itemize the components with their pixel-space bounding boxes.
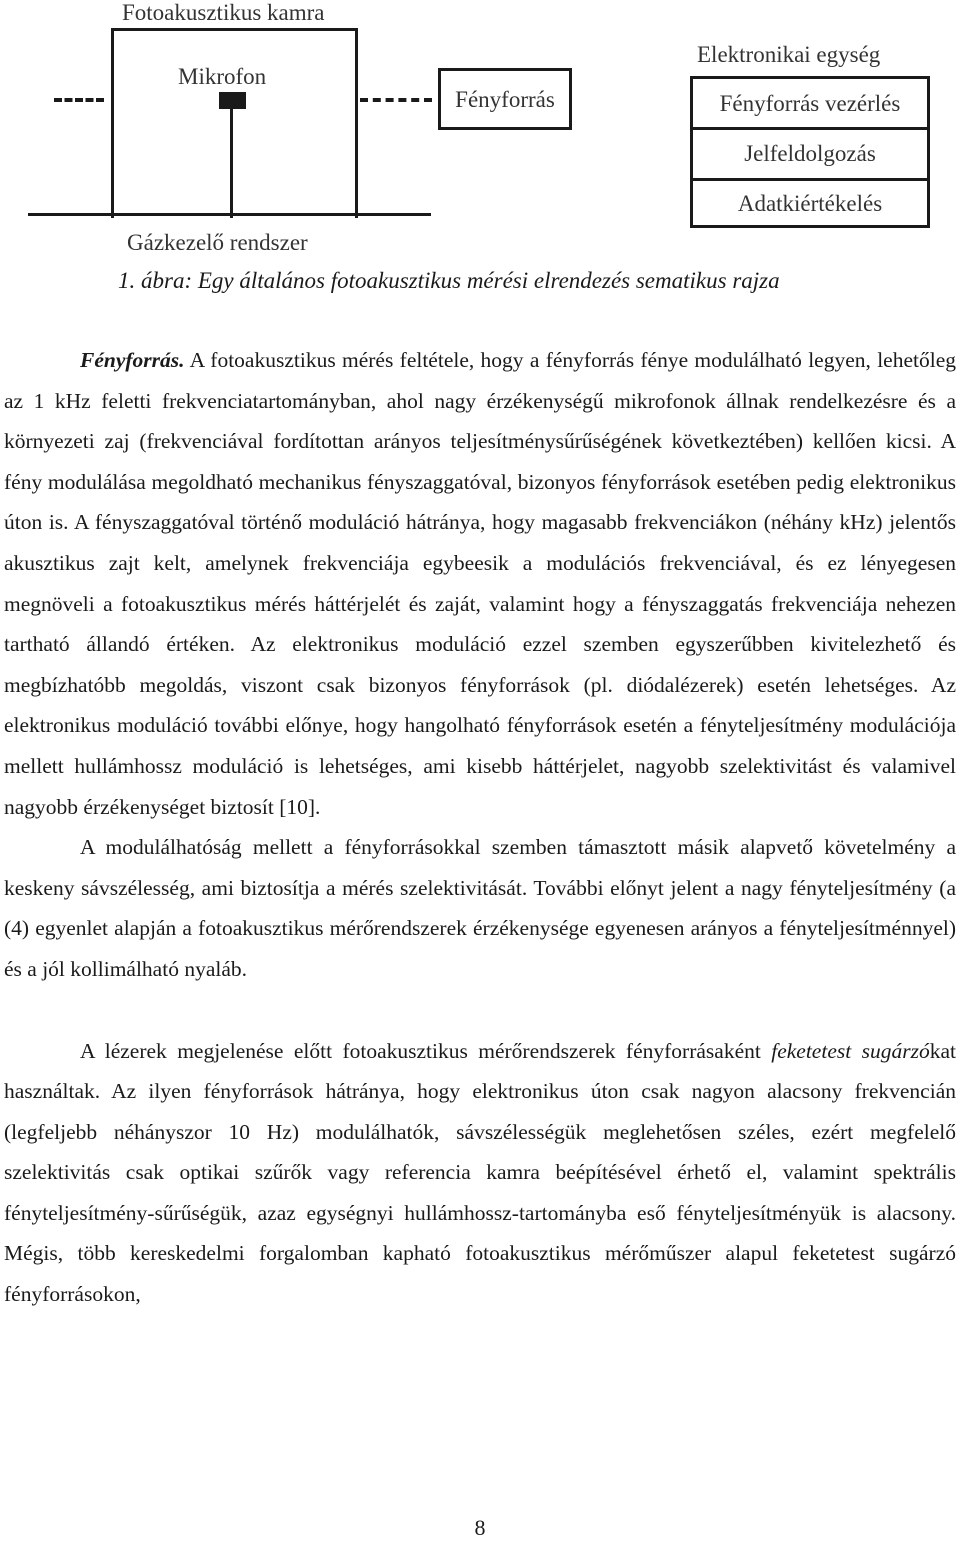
- electronics-divider: [693, 178, 927, 181]
- microphone-stem: [230, 108, 233, 218]
- light-source-box: [438, 68, 572, 130]
- light-source-label: Fényforrás: [455, 87, 555, 112]
- emphasized-term: feketetest sugárzó: [771, 1038, 930, 1063]
- gas-system-label: Gázkezelő rendszer: [127, 230, 308, 255]
- paragraph-text: A lézerek megjelenése előtt fotoakusztikus mérőrendszerek fényforrásaként: [80, 1038, 772, 1063]
- photoacoustic-chamber-box: [111, 28, 358, 218]
- page-number: 8: [474, 1515, 486, 1540]
- paragraph-requirements: [4, 827, 956, 989]
- paragraph-text: kat használtak. Az ilyen fényforrások hátránya, hogy elektronikus úton csak nagyon alacsony frekvencián (legfeljebb néhányszor 10 Hz) modulálhatók, sávszélességük meglehetősen széles, ezért megfelelő szelektivitás csak optikai szűrők vagy referencia kamra beépítésével érhető el, valamint spektrális fényteljesítmény-sűrűségük, azaz egységnyi hullámhossz-tartományba eső fényteljesítményük is alacsony. Mégis, több kereskedelmi forgalomban kapható fotoakusztikus mérőműszer alapul feketetest sugárzó fényforrásokon,: [4, 1038, 956, 1307]
- camera-label: Fotoakusztikus kamra: [122, 0, 325, 25]
- microphone-label: Mikrofon: [178, 64, 267, 89]
- electronics-row-light-control: Fényforrás vezérlés: [719, 91, 901, 116]
- figure-caption: 1. ábra: Egy általános fotoakusztikus mérési elrendezés sematikus rajza: [118, 268, 780, 293]
- electronics-row-data-evaluation: Adatkiértékelés: [737, 191, 883, 216]
- paragraph-text: A fotoakusztikus mérés feltétele, hogy a fényforrás fénye modulálható legyen, lehetőleg az 1 kHz feletti frekvenciatartományban, ahol nagy érzékenységű mikrofonok állnak rendelkezésre és a környezeti zaj (frekvenciával fordítottan arányos teljesítménysűrűségének következtében) kellően kicsi. A fény modulálása megoldható mechanikus fényszaggatóval, bizonyos fényforrások esetében pedig elektronikus úton is. A fényszaggatóval történő moduláció hátránya, hogy magasabb frekvenciákon (néhány kHz) jelentős akusztikus zajt kelt, amelynek frekvenciája egybeesik a modulációs frekvenciával, és ez lényegesen megnöveli a fotoakusztikus mérés háttérjelét és zaját, valamint hogy a fényszaggatás frekvenciája nehezen tartható állandó értéken. Az elektronikus moduláció ezzel szemben egyszerűbben kivitelezhető és megbízhatóbb megoldás, viszont csak bizonyos fényforrások (pl. diódalézerek) esetén lehetséges. Az elektronikus moduláció további előnye, hogy hangolható fényforrások esetén a fényteljesítmény modulációja mellett hullámhossz moduláció is lehetséges, ami kisebb háttérjelet, nagyobb szelektivitást és valamivel nagyobb érzékenységet biztosít [10].: [4, 348, 956, 819]
- paragraph-blackbody: [4, 1031, 956, 1315]
- beam-dashed-line-left: [54, 98, 104, 102]
- gas-handling-line: [28, 213, 431, 216]
- electronics-unit-box: [690, 76, 930, 228]
- beam-dashed-line-middle: [360, 98, 432, 102]
- body-text: [4, 340, 956, 1315]
- paragraph-light-source: [4, 340, 956, 827]
- electronics-row-signal-processing: Jelfeldolgozás: [744, 141, 876, 166]
- electronics-unit-title: Elektronikai egység: [697, 42, 881, 67]
- schematic-figure: [0, 0, 960, 300]
- paragraph-lead: Fényforrás.: [80, 348, 185, 372]
- microphone-icon: [219, 92, 246, 109]
- paragraph-text: A modulálhatóság mellett a fényforrásokkal szemben támasztott másik alapvető követelmény a keskeny sávszélesség, ami biztosítja a mérés szelektivitását. További előnyt jelent a nagy fényteljesítmény (a (4) egyenlet alapján a fotoakusztikus mérőrendszerek érzékenysége egyenesen arányos a fényteljesítménnyel) és a jól kollimálható nyaláb.: [4, 835, 956, 981]
- electronics-divider: [693, 127, 927, 130]
